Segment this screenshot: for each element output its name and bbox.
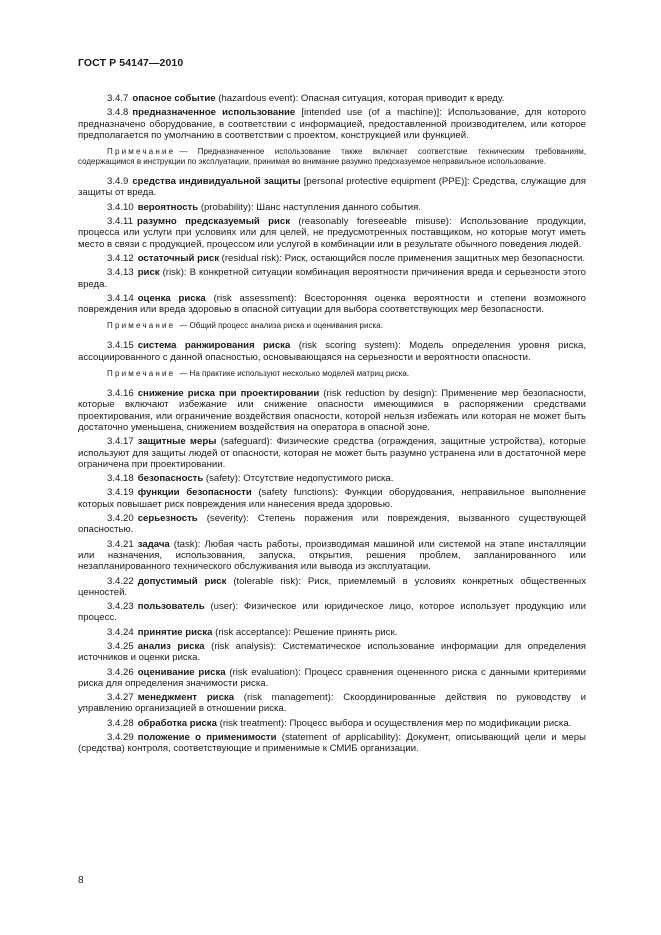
term-number: 3.4.7 xyxy=(107,93,129,104)
term-entry xyxy=(78,473,586,484)
term-entry xyxy=(78,641,586,664)
term-keyword: разумно предсказуемый риск xyxy=(136,216,291,228)
term-number: 3.4.23 xyxy=(107,601,134,613)
term-number: 3.4.27 xyxy=(107,692,134,704)
term-definition: (safety): Отсутствие недопустимого риска. xyxy=(203,473,394,485)
term-keyword: обработка риска xyxy=(137,717,217,729)
term-entry xyxy=(78,253,586,264)
term-definition: (hazardous event): Опасная ситуация, которая приводит к вреду. xyxy=(215,93,505,104)
term-keyword: серьезность xyxy=(137,513,198,525)
term-number: 3.4.15 xyxy=(107,340,134,352)
term-definition: (task): Любая часть работы, производимая машиной или системой на этапе инсталляции или назначения, использования, запуска, открытия, решения проблем, запланированного или незапланированного технического обслуживания или вывода из эксплуатации. xyxy=(78,538,586,573)
term-number: 3.4.29 xyxy=(107,732,134,744)
term-number: 3.4.18 xyxy=(107,473,134,485)
term-entry xyxy=(78,93,586,104)
term-number: 3.4.24 xyxy=(107,626,134,638)
term-entry xyxy=(78,107,586,141)
term-keyword: анализ риска xyxy=(137,640,205,652)
term-definition: [intended use (of a machine)]: Использование, для которого предназначено оборудование, в соответствии с информацией, предоставленной производителем, или которое предполагается по умолчанию в соответствии с проектом, конструкцией или функцией. xyxy=(78,107,587,141)
term-entry xyxy=(78,667,586,690)
term-keyword: риск xyxy=(137,267,160,279)
note-text: — На практике используют несколько моделей матриц риска. xyxy=(179,369,410,379)
term-keyword: менеджмент риска xyxy=(137,692,235,704)
term-entry xyxy=(78,267,586,290)
note-entry xyxy=(78,321,586,331)
term-definition: (risk management): Скоординированные действия по руководству и управлению организацией в отношении риска. xyxy=(78,692,586,715)
term-keyword: пользователь xyxy=(137,601,205,613)
term-definition: (probability): Шанс наступления данного события. xyxy=(198,201,421,213)
term-definition: (risk analysis): Систематическое использование информации для определения источников и оценки риска. xyxy=(78,640,587,664)
term-entry xyxy=(78,576,586,599)
term-entry xyxy=(78,293,586,316)
term-number: 3.4.25 xyxy=(107,640,134,652)
term-keyword: остаточный риск xyxy=(137,252,219,264)
page-number: 8 xyxy=(78,875,84,886)
term-entry xyxy=(78,340,586,363)
term-definition: (user): Физическое или юридическое лицо, которое использует продукцию или процесс. xyxy=(78,601,586,624)
term-number: 3.4.19 xyxy=(107,487,134,499)
term-keyword: система ранжирования риска xyxy=(137,340,291,352)
term-number: 3.4.13 xyxy=(107,267,134,279)
term-definition: (risk evaluation): Процесс сравнения оцененного риска с данными критериями риска для определения значимости риска. xyxy=(78,666,586,689)
term-number: 3.4.11 xyxy=(107,216,133,228)
term-keyword: функции безопасности xyxy=(137,487,252,499)
term-number: 3.4.17 xyxy=(107,436,134,448)
term-number: 3.4.20 xyxy=(107,513,134,525)
term-entry xyxy=(78,216,586,250)
term-number: 3.4.8 xyxy=(107,107,129,119)
term-number: 3.4.22 xyxy=(107,575,134,587)
term-entry xyxy=(78,487,586,510)
note-label: Примечание xyxy=(107,321,176,331)
term-number: 3.4.26 xyxy=(107,666,134,678)
term-definition: [personal protective equipment (PPE)]: Средства, служащие для защиты от вреда. xyxy=(78,176,586,199)
term-keyword: положение о применимости xyxy=(137,732,277,744)
term-definition: (risk assessment): Всесторонняя оценка вероятности и степени возможного повреждения или вреда здоровью в опасной ситуации для выбора соответствующих мер безопасности. xyxy=(78,292,587,316)
term-keyword: снижение риска при проектировании xyxy=(137,388,320,400)
term-definition: (severity): Степень поражения или повреждения, вызванного существующей опасностью. xyxy=(78,513,586,536)
term-definition: (safeguard): Физические средства (ограждения, защитные устройства), которые используют для защиты людей от опасности, которая не может быть разумно устранена или в достаточной мере ограничена при проектировании. xyxy=(78,436,586,470)
term-keyword: вероятность xyxy=(137,201,199,213)
term-definition: (risk scoring system): Модель определения уровня риска, ассоциированного с данной опасностью, основывающаяся на серьезности и вероятности опасности. xyxy=(78,340,586,363)
term-number: 3.4.14 xyxy=(107,292,134,304)
term-keyword: оценивание риска xyxy=(137,666,226,678)
note-label: Примечание xyxy=(107,369,176,379)
term-definition: (risk treatment): Процесс выбора и осуществления мер по модификации риска. xyxy=(216,717,572,729)
term-entry xyxy=(78,601,586,624)
note-text: — Общий процесс анализа риска и оценивания риска. xyxy=(179,321,383,331)
term-keyword: допустимый риск xyxy=(137,575,227,587)
term-definition: (risk reduction by design): Применение мер безопасности, которые включают избежание или снижение опасности имеющимися в распоряжении средствами проектирования, или ограничение воздействия опасности, которой нельзя избежать или которая не может быть достаточно уменьшена, снижением воздействия на оператора в опасной зоне. xyxy=(78,388,587,433)
term-entry xyxy=(78,732,586,755)
term-keyword: предназначенное использование xyxy=(132,107,296,119)
term-keyword: защитные меры xyxy=(137,436,217,448)
note-text: — Предназначенное использование также включает соответствие техническим требованиям, содержащимся в инструкции по эксплуатации, принимая во внимание разумно предсказуемое неправильное использование. xyxy=(78,147,586,167)
term-entry xyxy=(78,388,586,433)
term-entry xyxy=(78,176,586,199)
term-keyword: оценка риска xyxy=(137,292,206,304)
term-keyword: безопасность xyxy=(137,473,204,485)
term-entry xyxy=(78,202,586,213)
term-number: 3.4.21 xyxy=(107,538,134,550)
term-entry xyxy=(78,692,586,715)
term-definition: (risk acceptance): Решение принять риск. xyxy=(212,626,398,638)
terms-list xyxy=(78,93,586,758)
term-number: 3.4.9 xyxy=(107,176,129,188)
note-label: Примечание xyxy=(107,147,176,157)
note-entry xyxy=(78,369,586,379)
term-number: 3.4.16 xyxy=(107,388,134,400)
document-header-title: ГОСТ Р 54147—2010 xyxy=(78,57,184,69)
term-entry xyxy=(78,436,586,470)
term-keyword: задача xyxy=(137,538,170,550)
term-number: 3.4.28 xyxy=(107,717,134,729)
term-definition: (tolerable risk): Риск, приемлемый в условиях конкретных общественных ценностей. xyxy=(78,575,586,598)
term-number: 3.4.10 xyxy=(107,201,134,213)
term-entry xyxy=(78,718,586,729)
term-definition: (residual risk): Риск, остающийся после применения защитных мер безопасности. xyxy=(219,252,586,264)
term-keyword: опасное событие xyxy=(132,93,216,104)
note-entry xyxy=(78,147,586,167)
term-keyword: принятие риска xyxy=(137,626,213,638)
term-definition: (safety functions): Функции оборудования, неправильное выполнение которых повышает риск повреждения или нанесения вреда здоровью. xyxy=(78,487,587,510)
term-number: 3.4.12 xyxy=(107,252,134,264)
term-definition: (statement of applicability): Документ, описывающий цели и меры (средства) контроля, соответствующие и применимые к СМИБ организации. xyxy=(78,732,586,755)
term-keyword: средства индивидуальной защиты xyxy=(132,176,301,188)
term-entry xyxy=(78,627,586,638)
term-definition: (reasonably foreseeable misuse): Использование продукции, процесса или услуги при условиях или для целей, не предусмотренных поставщиком, но которые могут иметь место в связи с продукцией, процессом или услугой в комбинации или в результате обычного поведения людей. xyxy=(78,216,586,250)
term-entry xyxy=(78,539,586,573)
term-entry xyxy=(78,513,586,536)
term-definition: (risk): В конкретной ситуации комбинация вероятности причинения вреда и серьезности этого вреда. xyxy=(78,267,586,290)
